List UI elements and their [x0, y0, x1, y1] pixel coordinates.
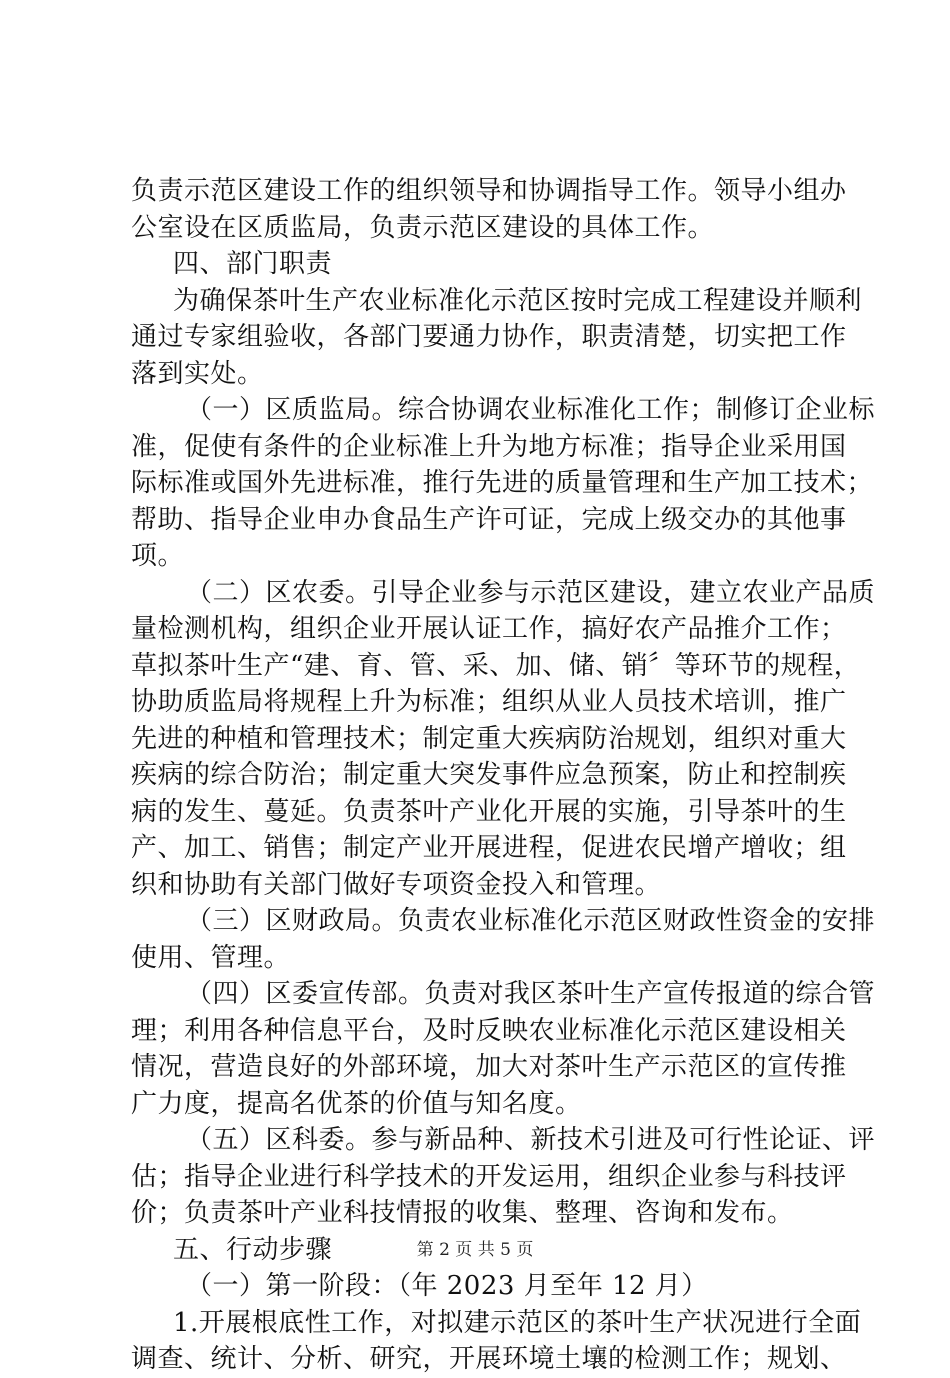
document-body [131, 173, 876, 1378]
text-line: 产、加工、销售；制定产业开展进程，促进农民增产增收；组 [131, 833, 847, 863]
text-line: 病的发生、蔓延。负责茶叶产业化开展的实施，引导茶叶的生 [131, 796, 847, 827]
text-line: 落到实处。 [131, 358, 264, 389]
text-line: 调查、统计、分析、研究，开展环境土壤的检测工作；规划、 [131, 1344, 847, 1374]
text-line: 通过专家组验收，各部门要通力协作，职责清楚，切实把工作 [131, 322, 847, 352]
text-line: （五）区科委。参与新品种、新技术引进及可行性论证、评 [186, 1125, 876, 1155]
text-line: 为确保茶叶生产农业标准化示范区按时完成工程建设并顺利 [173, 285, 863, 316]
text-line: 草拟茶叶生产“建、育、管、采、加、储、销〞等环节的规程， [131, 650, 861, 681]
page-footer: 第 2 页 共 5 页 [416, 1240, 534, 1260]
text-line: 情况，营造良好的外部环境，加大对茶叶生产示范区的宣传推 [131, 1052, 847, 1082]
text-line: 准，促使有条件的企业标准上升为地方标准；指导企业采用国 [131, 431, 847, 462]
text-line: （三）区财政局。负责农业标准化示范区财政性资金的安排 [186, 906, 876, 936]
text-line: 先进的种植和管理技术；制定重大疾病防治规划，组织对重大 [131, 723, 847, 754]
text-line: （一）区质监局。综合协调农业标准化工作；制修订企业标 [186, 395, 876, 425]
text-line: 帮助、指导企业申办食品生产许可证，完成上级交办的其他事 [131, 504, 847, 535]
text-line: 广力度，提高名优茶的价值与知名度。 [131, 1088, 582, 1119]
text-line: 1.开展根底性工作，对拟建示范区的茶叶生产状况进行全面 [173, 1307, 862, 1338]
text-line: （一）第一阶段：（年 2023 月至年 12 月） [186, 1271, 708, 1301]
text-line: 协助质监局将规程上升为标准；组织从业人员技术培训，推广 [131, 687, 847, 717]
text-line: 疾病的综合防治；制定重大突发事件应急预案，防止和控制疾 [131, 760, 847, 790]
text-line: （二）区农委。引导企业参与示范区建设，建立农业产品质 [186, 577, 876, 608]
text-line: 理；利用各种信息平台，及时反映农业标准化示范区建设相关 [131, 1015, 847, 1046]
text-line: 项。 [131, 541, 185, 571]
text-line: 际标准或国外先进标准，推行先进的质量管理和生产加工技术； [131, 468, 874, 498]
text-line: 负责示范区建设工作的组织领导和协调指导工作。领导小组办 [131, 176, 847, 206]
text-line: 五、行动步骤 [173, 1234, 333, 1265]
text-line: （四）区委宣传部。负责对我区茶叶生产宣传报道的综合管 [186, 979, 876, 1009]
text-line: 价；负责茶叶产业科技情报的收集、整理、咨询和发布。 [131, 1198, 794, 1228]
text-line: 公室设在区质监局，负责示范区建设的具体工作。 [131, 212, 715, 243]
text-line: 织和协助有关部门做好专项资金投入和管理。 [131, 869, 662, 900]
text-line: 量检测机构，组织企业开展认证工作，搞好农产品推介工作； [131, 614, 847, 644]
text-line: 使用、管理。 [131, 942, 291, 973]
text-line: 估；指导企业进行科学技术的开发运用，组织企业参与科技评 [131, 1161, 847, 1192]
text-line: 四、部门职责 [173, 249, 333, 279]
